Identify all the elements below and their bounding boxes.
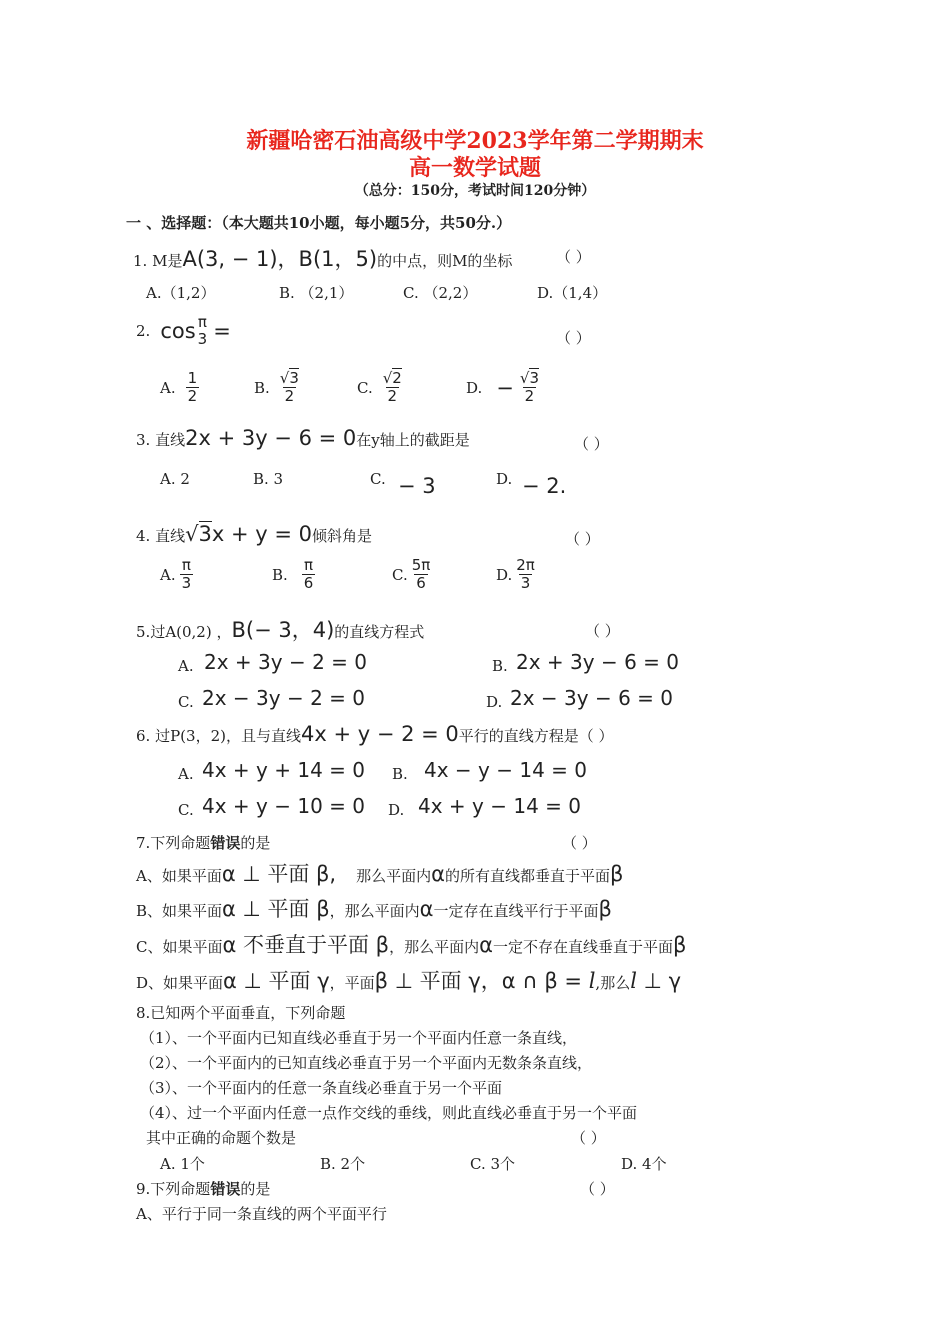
q8-option-b: B. 2个 xyxy=(320,1155,366,1173)
q3-option-b: B. 3 xyxy=(253,470,284,488)
q8-item-2: （2）、一个平面内的已知直线必垂直于另一个平面内无数条条直线， xyxy=(140,1054,593,1072)
q2-func: cos xyxy=(160,319,196,343)
q3-option-d-value: − 2. xyxy=(522,474,567,498)
question-7: 7.下列命题错误的是 xyxy=(136,834,271,852)
q1-math: A(3, − 1)，B(1，5) xyxy=(182,247,378,271)
q4-pre: 直线 xyxy=(155,527,186,545)
q7-option-d: D、如果平面α ⊥ 平面 γ，平面β ⊥ 平面 γ，α ∩ β = l,那么l ⊥ γ xyxy=(136,969,681,993)
q9-answer-paren: （ ） xyxy=(580,1180,615,1198)
q2-option-d: D. − $\frac{√3}{2}$ xyxy=(466,369,539,405)
q4-option-c: C. $\frac{5\pi}{6}$ xyxy=(392,556,431,592)
q5-math: B(− 3，4) xyxy=(231,618,335,642)
q6-math: 4x + y − 2 = 0 xyxy=(300,722,459,746)
q8-item-3: （3）、一个平面内的任意一条直线必垂直于另一个平面 xyxy=(140,1079,503,1097)
q3-answer-paren: （ ） xyxy=(574,435,609,453)
q5-option-a-label: A. xyxy=(178,657,194,675)
q6-option-c: 4x + y − 10 = 0 xyxy=(202,794,365,818)
q5-option-b: 2x + 3y − 6 = 0 xyxy=(516,650,679,674)
q7-answer-paren: （ ） xyxy=(562,834,597,852)
q8-ask: 其中正确的命题个数是 xyxy=(146,1129,297,1147)
q8-option-a: A. 1个 xyxy=(160,1155,205,1173)
q8-option-d: D. 4个 xyxy=(621,1155,667,1173)
q4-option-b: B. $\frac{\pi}{6}$ xyxy=(272,556,314,592)
q5-option-c: 2x − 3y − 2 = 0 xyxy=(202,686,365,710)
section-heading: 一 、选择题：（本大题共10小题，每小题5分，共50分.） xyxy=(126,214,512,232)
q6-option-a-label: A. xyxy=(178,765,194,783)
q8-option-c: C. 3个 xyxy=(470,1155,516,1173)
q5-pre: 过A(0,2) ， xyxy=(150,623,232,641)
q3-option-a: A. 2 xyxy=(160,470,190,488)
q5-option-a: 2x + 3y − 2 = 0 xyxy=(204,650,367,674)
q6-option-c-label: C. xyxy=(178,801,194,819)
q3-pre: 直线 xyxy=(155,431,186,449)
q2-answer-paren: （ ） xyxy=(556,329,591,347)
q2-number: 2. xyxy=(136,322,151,340)
question-5 xyxy=(136,614,424,644)
q6-option-a: 4x + y + 14 = 0 xyxy=(202,758,365,782)
q7-option-a: A、如果平面α ⊥ 平面 β, 那么平面内α的所有直线都垂直于平面β xyxy=(136,862,624,886)
q1-option-b: B. （2,1） xyxy=(279,284,354,302)
q6-option-b: 4x − y − 14 = 0 xyxy=(424,758,587,782)
q7-option-c: C、如果平面α 不垂直于平面 β，那么平面内α一定不存在直线垂直于平面β xyxy=(136,933,687,957)
q1-post: 的中点，则M的坐标 xyxy=(377,252,513,270)
q4-answer-paren: （ ） xyxy=(565,530,600,548)
q2-option-b: B. $\frac{√3}{2}$ xyxy=(254,369,299,405)
question-9: 9.下列命题错误的是 xyxy=(136,1180,271,1198)
q2-option-a: A. $\frac{1}{2}$ xyxy=(160,369,198,405)
q5-option-b-label: B. xyxy=(492,657,508,675)
q4-sqrt: √ xyxy=(185,522,199,546)
question-3 xyxy=(136,426,470,450)
q5-number: 5. xyxy=(136,623,151,641)
q1-pre: M是 xyxy=(152,252,183,270)
question-8: 8.已知两个平面垂直，下列命题 xyxy=(136,1004,346,1022)
q3-math: 2x + 3y − 6 = 0 xyxy=(185,426,357,450)
q2-option-c: C. $\frac{√2}{2}$ xyxy=(357,369,402,405)
q4-option-d: D. $\frac{2\pi}{3}$ xyxy=(496,556,535,592)
exam-info: （总分：150分，考试时间120分钟） xyxy=(354,183,596,199)
q5-option-d-label: D. xyxy=(486,693,503,711)
q3-option-c-label: C. xyxy=(370,470,386,488)
q5-answer-paren: （ ） xyxy=(585,622,620,640)
question-6 xyxy=(136,722,614,746)
q6-post: 平行的直线方程是（ ） xyxy=(458,727,614,745)
q4-post: 倾斜角是 xyxy=(311,527,372,545)
q8-answer-paren: （ ） xyxy=(571,1129,606,1147)
q4-math: x + y = 0 xyxy=(211,522,312,546)
q2-fraction: π 3 xyxy=(197,313,208,348)
q1-answer-paren: （ ） xyxy=(556,248,591,266)
q1-option-c: C. （2,2） xyxy=(403,284,478,302)
q7-option-b: B、如果平面α ⊥ 平面 β，那么平面内α一定存在直线平行于平面β xyxy=(136,897,612,921)
q3-option-c-value: − 3 xyxy=(398,474,436,498)
q6-pre: 过P(3，2)，且与直线 xyxy=(155,727,301,745)
exam-title-line2: 高一数学试题 xyxy=(408,155,541,181)
q6-option-b-label: B. xyxy=(392,765,408,783)
q7-emphasis: 错误 xyxy=(210,834,241,852)
question-1 xyxy=(133,243,512,273)
q6-option-d: 4x + y − 14 = 0 xyxy=(418,794,581,818)
q1-number: 1. xyxy=(133,252,148,270)
q6-number: 6. xyxy=(136,727,151,745)
question-2 xyxy=(136,314,231,348)
q1-option-d: D.（1,4） xyxy=(537,284,608,302)
q5-option-d: 2x − 3y − 6 = 0 xyxy=(510,686,673,710)
q9-option-a: A、平行于同一条直线的两个平面平行 xyxy=(136,1205,387,1223)
q8-item-4: （4）、过一个平面内任意一点作交线的垂线，则此直线必垂直于另一个平面 xyxy=(140,1104,638,1122)
q1-option-a: A.（1,2） xyxy=(146,284,216,302)
exam-title-line1: 新疆哈密石油高级中学2023学年第二学期期末 xyxy=(246,128,704,154)
q3-option-d-label: D. xyxy=(496,470,513,488)
q5-option-c-label: C. xyxy=(178,693,194,711)
q2-equals: = xyxy=(213,319,231,343)
q4-number: 4. xyxy=(136,527,151,545)
q3-number: 3. xyxy=(136,431,151,449)
q3-post: 在y轴上的截距是 xyxy=(356,431,470,449)
q4-option-a: A. $\frac{\pi}{3}$ xyxy=(160,556,192,592)
question-4 xyxy=(136,522,372,546)
q9-emphasis: 错误 xyxy=(210,1180,241,1198)
q6-option-d-label: D. xyxy=(388,801,405,819)
q8-item-1: （1）、一个平面内已知直线必垂直于另一个平面内任意一条直线， xyxy=(140,1029,578,1047)
q4-radicand: 3 xyxy=(198,522,212,546)
q5-post: 的直线方程式 xyxy=(334,623,425,641)
